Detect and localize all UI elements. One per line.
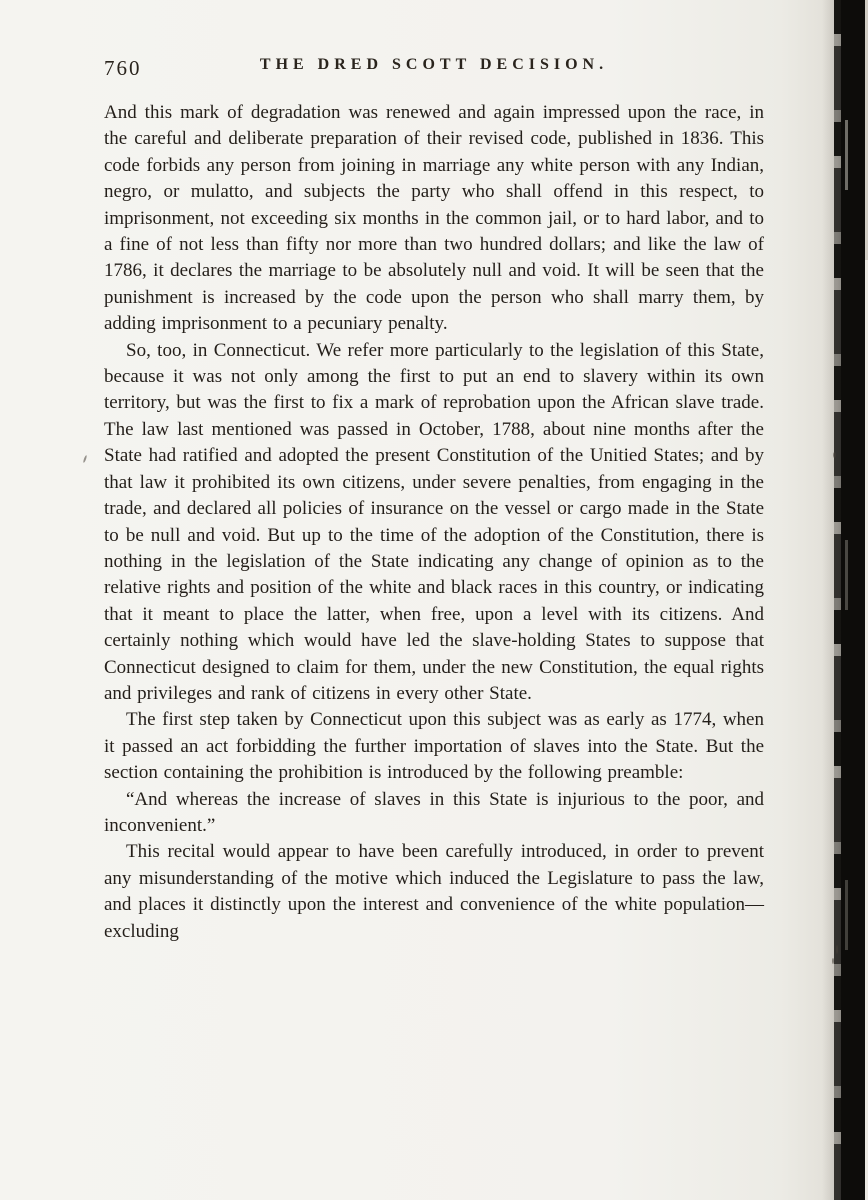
running-header: THE DRED SCOTT DECISION. <box>259 56 609 73</box>
paragraph: So, too, in Connecticut. We refer more particularly to the legislation of this State, because it was not only among the first to put an end to slavery within its own territory, but was the first to fix a mark of reprobation upon the African slave trade. The law last mentioned was passed in October, 1788, about nine months after the State had ratified and adopted the present Constitution of the Unitied States; and by that law it prohibited its own citizens, under severe penalties, from engaging in the trade, and declared all policies of insurance on the vessel or cargo made in the State to be null and void. But up to the time of the adoption of the Constitution, there is nothing in the legislation of the State indicating any change of opinion as to the relative rights and position of the white and black races in this country, or indicating that it meant to place the latter, when free, upon a level with its citizens. And certainly nothing which would have led the slave-holding States to suppose that Connecticut designed to claim for them, under the new Constitution, the equal rights and privileges and rank of citizens in every other State. <box>104 339 764 704</box>
page-header <box>104 52 764 86</box>
page-number: 760 <box>104 56 142 80</box>
paragraph: This recital would appear to have been carefully introduced, in order to prevent any misunderstanding of the motive which induced the Legislature to pass the law, and places it distinctly upon the interest and convenience of the white population—excluding <box>104 841 764 942</box>
paragraph: The first step taken by Connecticut upon this subject was as early as 1774, when it passed an act forbidding the further importation of slaves into the State. But the section containing the prohibition is introduced by the following preamble: <box>104 709 764 784</box>
binding-shadow <box>822 0 848 1200</box>
page-text-block <box>104 52 764 945</box>
binding-bar <box>841 0 865 1200</box>
scan-speck <box>836 945 838 954</box>
scan-speck <box>83 455 88 463</box>
quote-paragraph: “And whereas the increase of slaves in this State is injurious to the poor, and inconvenient.” <box>104 788 764 836</box>
paragraph: And this mark of degradation was renewed and again impressed upon the race, in the careful and deliberate preparation of their revised code, published in 1836. This code forbids any person from joining in marriage any white person with any Indian, negro, or mulatto, and subjects the party who shall offend in this respect, to imprisonment, not exceeding six months in the common jail, or to hard labor, and to a fine of not less than fifty nor more than two hundred dollars; and like the law of 1786, it declares the marriage to be absolutely null and void. It will be seen that the punishment is increased by the code upon the person who shall marry them, by adding imprisonment to a pecuniary penalty. <box>104 102 764 335</box>
scan-speck <box>832 958 834 964</box>
scan-speck <box>833 452 836 458</box>
binding-edge <box>822 0 868 1200</box>
page-body <box>104 100 764 945</box>
